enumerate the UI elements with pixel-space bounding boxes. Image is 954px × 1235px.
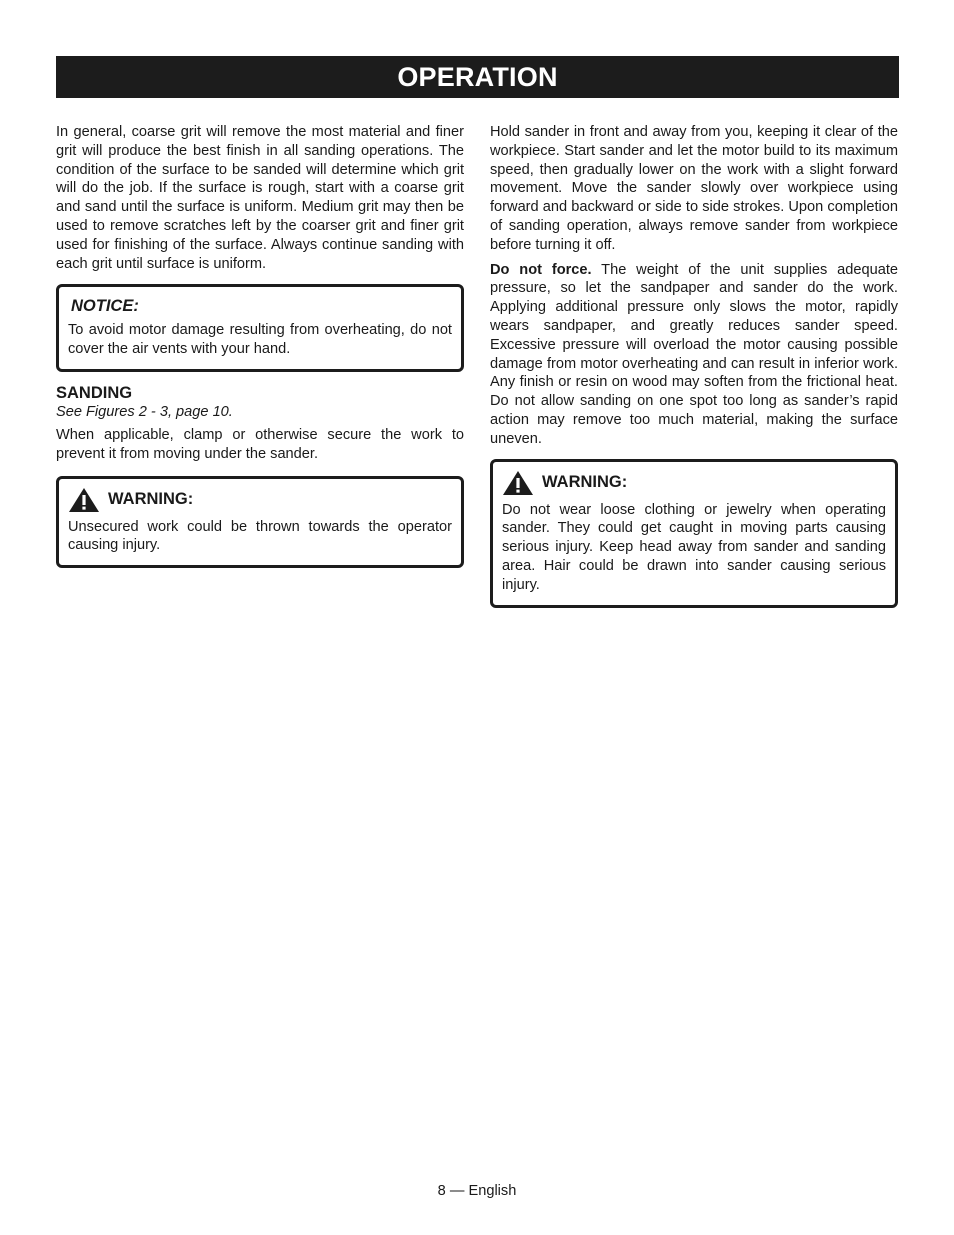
notice-title: NOTICE:: [71, 297, 139, 316]
page-footer: 8 — English: [437, 1183, 517, 1199]
warning-triangle-icon: [68, 487, 100, 513]
page-title: OPERATION: [397, 61, 558, 92]
notice-text: To avoid motor damage resulting from overheating, do not cover the air vents with your hand.: [68, 322, 452, 358]
operation-paragraph: Hold sander in front and away from you, keeping it clear of the workpiece. Start sander and let the motor build to its maximum speed, then gradually lower on the work with a slight forward movement. Move the sander slowly over workpiece using forward and backward or side to side strokes. Upon completion of sanding operation, always remove sander from workpiece before turning it off.: [490, 124, 898, 253]
do-not-force-paragraph: [490, 261, 898, 449]
do-not-force-lead: Do not force.: [490, 261, 592, 278]
warning-title: WARNING:: [108, 490, 194, 509]
sanding-paragraph: When applicable, clamp or otherwise secure the work to prevent it from moving under the sander.: [56, 426, 464, 462]
warning-triangle-icon: [502, 470, 534, 496]
warning-title: WARNING:: [542, 473, 628, 492]
warning-title-row: [68, 487, 452, 513]
warning-title-row: [502, 470, 886, 496]
do-not-force-text: The weight of the unit supplies adequate pressure, so let the sandpaper and sander do the work. Applying additional pressure only slows the motor, rapidly wears sandpaper, and greatly reduces sander speed. Excessive pressure will overload the motor causing possible damage from motor overheating and can result in inferior work. Any finish or resin on wood may soften from the frictional heat. Do not allow sanding on one spot too long as sander’s rapid action may remove too much material, making the surface uneven.: [490, 261, 898, 447]
left-column: [56, 123, 464, 568]
notice-box: [56, 284, 464, 372]
warning-box-right: [490, 459, 898, 608]
warning-text: Unsecured work could be thrown towards the operator causing injury.: [68, 518, 452, 554]
figure-reference: See Figures 2 - 3, page 10.: [56, 403, 233, 420]
warning-box-left: [56, 476, 464, 569]
sanding-heading: SANDING: [56, 383, 133, 402]
intro-paragraph: In general, coarse grit will remove the most material and finer grit will produce the best finish in all sanding operations. The condition of the surface to be sanded will determine which grit will do the job. If the surface is rough, start with a coarse grit and sand until the surface is uniform. Medium grit may then be used to remove scratches left by the coarser grit and finer grit used for finishing of the surface. Always continue sanding with each grit until surface is uniform.: [56, 124, 464, 272]
warning-text: Do not wear loose clothing or jewelry when operating sander. They could get caught in moving parts causing serious injury. Keep head away from sander and sanding area. Hair could be drawn into sander causing serious injury.: [502, 501, 886, 593]
section-header-bar: [56, 56, 899, 98]
right-column: [490, 123, 898, 608]
